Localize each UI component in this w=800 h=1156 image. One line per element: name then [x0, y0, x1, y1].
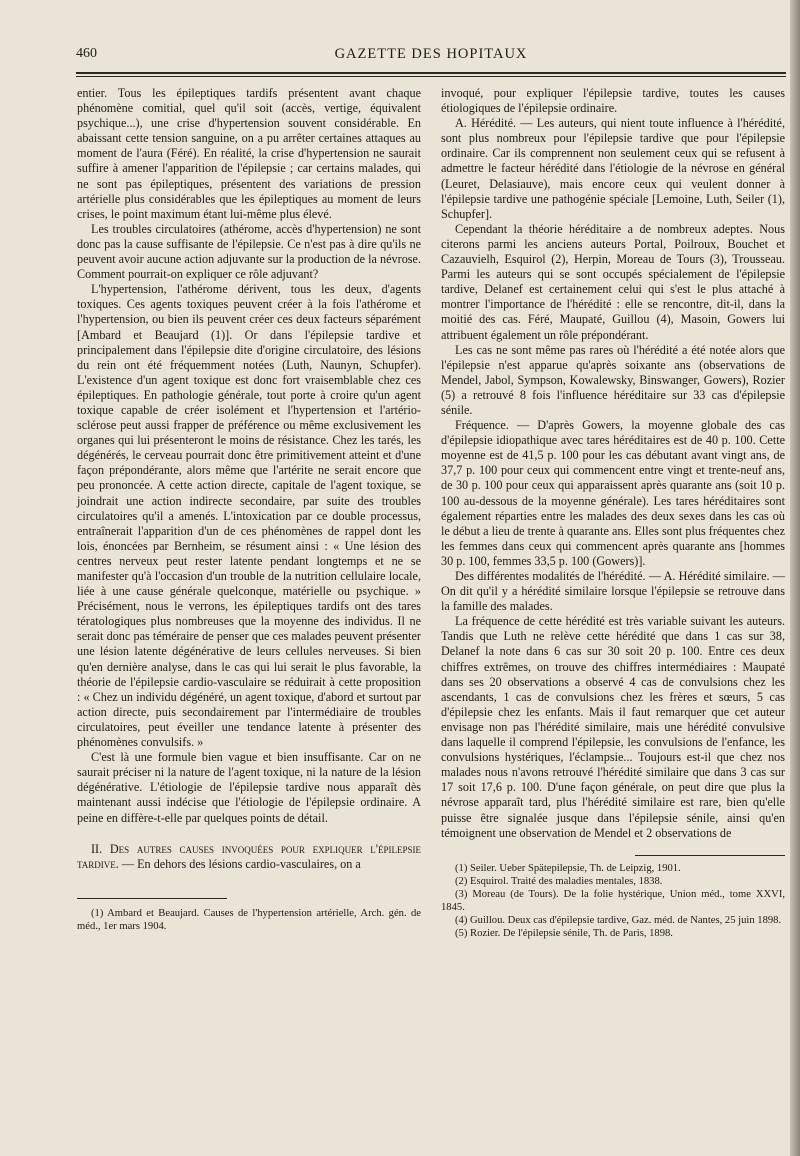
footnote-rule	[635, 855, 785, 856]
footnote: (1) Ambard et Beaujard. Causes de l'hypertension artérielle, Arch. gén. de méd., 1er mars 1904.	[77, 907, 421, 932]
right-column	[441, 86, 785, 940]
left-column	[77, 86, 421, 933]
header-rule	[76, 72, 786, 74]
footnote: (3) Moreau (de Tours). De la folie hystérique, Union méd., tome XXVI, 1845.	[441, 888, 785, 913]
page-header	[76, 46, 786, 68]
binding-edge	[790, 0, 800, 1156]
paragraph: L'hypertension, l'athérome dérivent, tous les deux, d'agents toxiques. Ces agents toxiques peuvent créer à la fois l'athérome et l'hypertension, ou bien ils peuvent créer ces deux facteurs séparément [Ambard et Beaujard (1)]. Or dans l'épilepsie tardive et principalement dans l'épilepsie dite d'origine circulatoire, des lésions du rein ont été fréquemment notées (Luth, Naunyn, Schupfer). L'existence d'un agent toxique est donc fort vraisemblable chez ces épileptiques. En pathologie générale, tout porte à croire qu'un agent toxique capable de créer isolément et l'hypertension et l'artério-sclérose peut aussi frapper de préférence ou même exclusivement les organes qui lui présenteront le moins de résistance. Chez les tarés, les dégénérés, le cerveau pourrait donc être primitivement atteint et d'une façon prépondérante, alors même que l'artérite ne serait encore que peu prononcée. A cette action directe, capitale de l'agent toxique, se joindrait une action indirecte secondaire, par suite des troubles circulatoires qu'il a amenés. L'intoxication par ce double processus, entraînerait l'apparition d'un de ces phénomènes de rappel dont les lois, énoncées par Bernheim, se résument ainsi : « Une lésion des centres nerveux peut rester latente pendant longtemps et ne se manifester qu'à l'occasion d'un trouble de la nutrition cellulaire locale, liée à une cause générale quelconque, matérielle ou psychique. » Précisément, nous le verrons, les épileptiques tardifs ont des tares tératologiques plus nombreuses que la moyenne des individus. Il ne serait donc pas téméraire de penser que ces malades peuvent présenter une lésion latente dégénérative de leurs cellules nerveuses. Si bien qu'en dernière analyse, dans le cas qui lui serait le plus favorable, la théorie de l'épilepsie cardio-vasculaire se réduirait à cette proposition : « Chez un individu dégénéré, un agent toxique, d'abord et surtout par action directe, puis secondairement par l'intermédiaire de troubles circulatoires, peut éveiller une tendance latente à présenter des phénomènes convulsifs. »	[77, 282, 421, 750]
paragraph: Fréquence. — D'après Gowers, la moyenne globale des cas d'épilepsie idiopathique avec tares héréditaires est de 40 p. 100. Cette moyenne est de 41,5 p. 100 pour les cas débutant avant vingt ans, de 37,7 p. 100 pour ceux qui commencent entre vingt et trente-neuf ans, de 30 p. 100 pour ceux qui apparaissent après quarante ans (soit 10 p. 100 au-dessous de la moyenne générale). Les tares héréditaires sont également réparties entre les malades des deux sexes dans les cas où le début a lieu de trente à quarante ans. Elles sont plus fréquentes chez les femmes dans ceux qui commencent après quarante ans [hommes 30 p. 100, femmes 33,5 p. 100 (Gowers)].	[441, 418, 785, 568]
paragraph: entier. Tous les épileptiques tardifs présentent avant chaque phénomène comitial, quel qu'il soit (accès, vertige, équivalent psychique...), une crise d'hypertension souvent considérable. En abaissant cette tension sanguine, on a pu arrêter certaines attaques au moment de l'aura (Féré). En réalité, la crise d'hypertension ne saurait suffire à amener l'apparition de l'épilepsie ; car certains malades, qui ne sont pas épileptiques, présentent des variations de pression artérielle plus considérables que les épileptiques au moment de leurs crises, le point maximum étant lui-même plus élevé.	[77, 86, 421, 221]
section-heading-tail: — En dehors des lésions cardio-vasculaires, on a	[118, 856, 361, 871]
paragraph: C'est là une formule bien vague et bien insuffisante. Car on ne saurait préciser ni la nature de l'agent toxique, ni la nature de la lésion dégénérative. L'étiologie de l'épilepsie tardive nous apparaît dès maintenant aussi indécise que l'étiologie de l'épilepsie ordinaire. A peine en diffère-t-elle par quelques points de détail.	[77, 750, 421, 825]
footnote-rule	[77, 898, 227, 899]
footnote: (5) Rozier. De l'épilepsie sénile, Th. de Paris, 1898.	[455, 927, 673, 939]
footnote: (4) Guillou. Deux cas d'épilepsie tardive, Gaz. méd. de Nantes, 25 juin 1898.	[455, 914, 782, 926]
footnote: (1) Seiler. Ueber Spätepilepsie, Th. de Leipzig, 1901.	[455, 862, 681, 874]
header-rule-thin	[76, 76, 786, 77]
running-title: GAZETTE DES HOPITAUX	[334, 46, 528, 62]
section-heading-paragraph	[77, 842, 421, 872]
paragraph: invoqué, pour expliquer l'épilepsie tardive, toutes les causes étiologiques de l'épilepsie ordinaire.	[441, 86, 785, 116]
page-number: 460	[76, 46, 97, 61]
paragraph: Cependant la théorie héréditaire a de nombreux adeptes. Nous citerons parmi les anciens auteurs Portal, Poilroux, Bouchet et Cazauvielh, Esquirol (2), Herpin, Moreau de Tours (3), Trousseau. Parmi les auteurs qui se sont occupés spécialement de l'épilepsie tardive, Delanef est certainement celui qui s'est le plus attaché à montrer l'importance de l'hérédité : elle se rencontre, dit-il, dans la moitié des cas. Féré, Maupaté, Guillou (4), Masoin, Gowers lui attribuent également un rôle prépondérant.	[441, 221, 785, 342]
paragraph: Des différentes modalités de l'hérédité. — A. Hérédité similaire. — On dit qu'il y a hérédité similaire lorsque l'épilepsie se retrouve dans la famille des malades.	[441, 569, 785, 614]
section-heading: II. Des autres causes invoquées pour expliquer l'épilepsie tardive.	[77, 841, 421, 871]
paragraph: Les troubles circulatoires (athérome, accès d'hypertension) ne sont donc pas la cause suffisante de l'épilepsie. Ce n'est pas à dire qu'ils ne peuvent avoir aucune action adjuvante sur la production de la névrose. Comment pourrait-on expliquer ce rôle adjuvant?	[77, 221, 421, 282]
paragraph: Les cas ne sont même pas rares où l'hérédité a été notée alors que l'épilepsie n'est apparue qu'après soixante ans (observations de Mendel, Jabol, Sympson, Kowalewsky, Binswanger, Gowers), Rozier (5) a retrouvé 8 fois l'influence héréditaire sur 33 cas d'épilepsie sénile.	[441, 342, 785, 417]
paragraph: A. Hérédité. — Les auteurs, qui nient toute influence à l'hérédité, sont plus nombreux pour l'épilepsie tardive que pour l'épilepsie ordinaire. Car ils comprennent non seulement ceux qui se refusent à admettre le facteur hérédité dans l'étiologie de la névrose en général (Leuret, Delasiauve), mais encore ceux qui veulent donner à l'épilepsie tardive une pathogénie spéciale [Lemoine, Luth, Seiler (1), Schupfer].	[441, 116, 785, 221]
paragraph: La fréquence de cette hérédité est très variable suivant les auteurs. Tandis que Luth ne relève cette hérédité que dans 1 cas sur 38, Delanef la note dans 6 cas sur 30 soit 20 p. 100. Entre ces deux chiffres extrêmes, on trouve des chiffres intermédiaires : Maupaté dans ses 20 observations a observé 4 cas de convulsions chez les ascendants, 1 cas de convulsions chez les frères et sœurs, 5 cas d'épilepsie chez les enfants. Mais il faut remarquer que cet auteur envisage non pas l'hérédité similaire, mais une hérédité convulsive dans laquelle il comprend l'épilepsie, les convulsions de l'enfance, les convulsions hystériques, l'éclampsie... Toujours est-il que chez nos malades nous n'avons retrouvé l'hérédité similaire que dans 3 cas sur 17 soit 17,6 p. 100. D'une façon générale, on peut dire que plus la névrose apparaît tard, plus l'hérédité similaire est rare, bien qu'elle puisse être signalée jusque dans l'épilepsie sénile, ainsi qu'en témoignent une observation de Mendel et 2 observations de	[441, 614, 785, 840]
footnote: (2) Esquirol. Traité des maladies mentales, 1838.	[455, 875, 663, 887]
